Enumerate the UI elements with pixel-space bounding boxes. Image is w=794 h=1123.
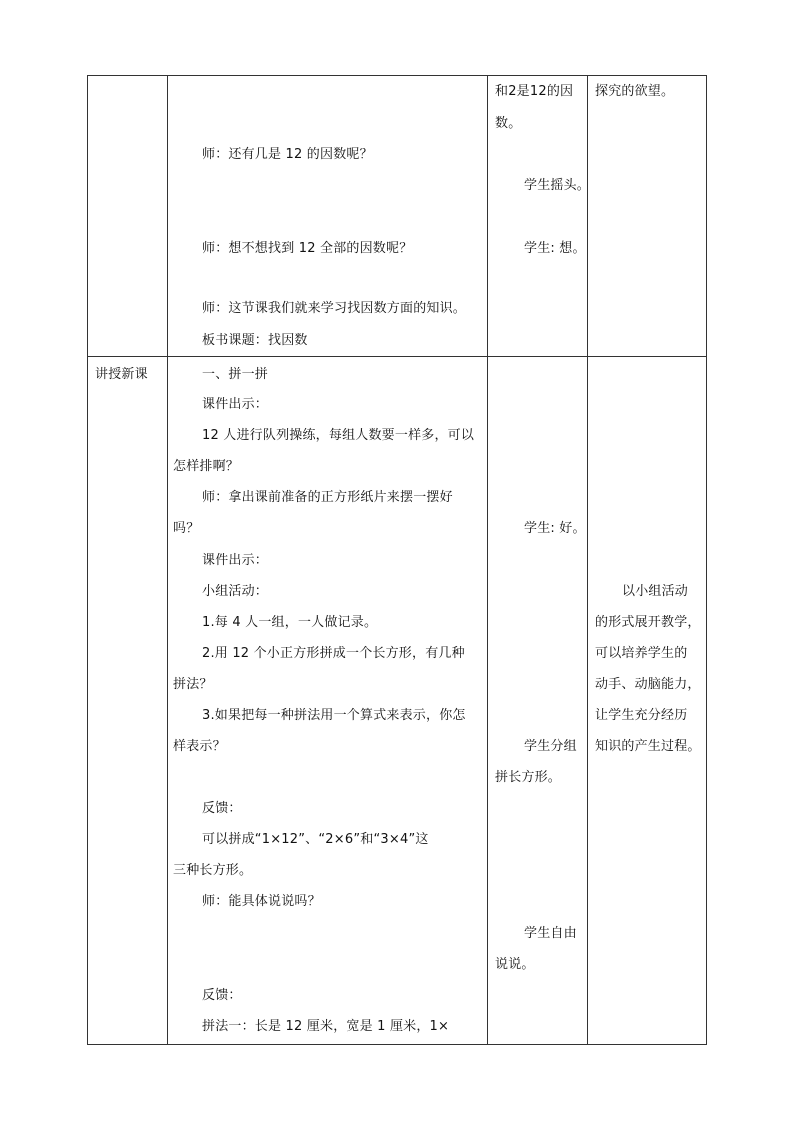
feedback-label-2: 反馈： [202, 988, 242, 1003]
teacher-prompt-line-1: 师：拿出课前准备的正方形纸片来摆一摆好 [202, 490, 453, 505]
table-column-divider-1 [167, 75, 168, 1045]
table-column-divider-3 [587, 75, 588, 1045]
table-column-divider-2 [487, 75, 488, 1045]
student-group-line-1: 学生分组 [524, 739, 577, 754]
method-one-line: 拼法一：长是 12 厘米，宽是 1 厘米，1× [202, 1019, 450, 1034]
student-note-line-1: 和2是12的因 [495, 84, 574, 99]
student-answer-ok: 学生: 好。 [524, 521, 586, 536]
problem-line-2: 怎样排啊？ [173, 459, 240, 474]
table-border-top [87, 75, 707, 76]
teacher-intro-lesson: 师：这节课我们就来学习找因数方面的知识。 [202, 301, 467, 316]
group-activity-heading: 小组活动： [202, 584, 269, 599]
lesson-step-heading: 一、拼一拼 [202, 367, 269, 382]
board-lesson-title: 板书课题：找因数 [202, 333, 308, 348]
feedback-answer-line-2: 三种长方形。 [173, 863, 253, 878]
design-intent-row2-line-4: 动手、动脑能力， [595, 677, 701, 692]
design-intent-line-1: 探究的欲望。 [595, 84, 675, 99]
feedback-label-1: 反馈： [202, 801, 242, 816]
courseware-show-1: 课件出示： [202, 397, 269, 412]
activity-step-2-line-1: 2.用 12 个小正方形拼成一个长方形，有几种 [202, 646, 465, 661]
activity-step-2-line-2: 拼法？ [173, 677, 213, 692]
section-label: 讲授新课 [95, 367, 148, 382]
teacher-question-all-factors: 师：想不想找到 12 全部的因数呢？ [202, 241, 413, 256]
student-free-talk-line-2: 说说。 [495, 957, 535, 972]
activity-step-3-line-2: 样表示？ [173, 739, 226, 754]
design-intent-row2-line-1: 以小组活动 [622, 584, 689, 599]
design-intent-row2-line-5: 让学生充分经历 [595, 708, 688, 723]
student-answer-yes: 学生: 想。 [524, 241, 586, 256]
activity-step-1: 1.每 4 人一组，一人做记录。 [202, 615, 378, 630]
teacher-prompt-line-2: 吗？ [173, 521, 200, 536]
student-free-talk-line-1: 学生自由 [524, 926, 577, 941]
teacher-ask-explain: 师：能具体说说吗？ [202, 894, 321, 909]
student-shake-head: 学生摇头。 [524, 178, 591, 193]
design-intent-row2-line-6: 知识的产生过程。 [595, 739, 701, 754]
table-row-divider [87, 356, 707, 357]
table-border-left [87, 75, 88, 1045]
courseware-show-2: 课件出示： [202, 553, 269, 568]
problem-line-1: 12 人进行队列操练，每组人数要一样多，可以 [202, 428, 475, 443]
table-border-right [706, 75, 707, 1045]
design-intent-row2-line-2: 的形式展开教学， [595, 615, 701, 630]
activity-step-3-line-1: 3.如果把每一种拼法用一个算式来表示，你怎 [202, 708, 466, 723]
feedback-answer-line-1: 可以拼成“1×12”、“2×6”和“3×4”这 [202, 832, 429, 847]
table-border-bottom [87, 1044, 707, 1045]
student-group-line-2: 拼长方形。 [495, 770, 562, 785]
student-note-line-2: 数。 [495, 116, 522, 131]
design-intent-row2-line-3: 可以培养学生的 [595, 646, 688, 661]
teacher-question-more-factors: 师：还有几是 12 的因数呢？ [202, 147, 373, 162]
